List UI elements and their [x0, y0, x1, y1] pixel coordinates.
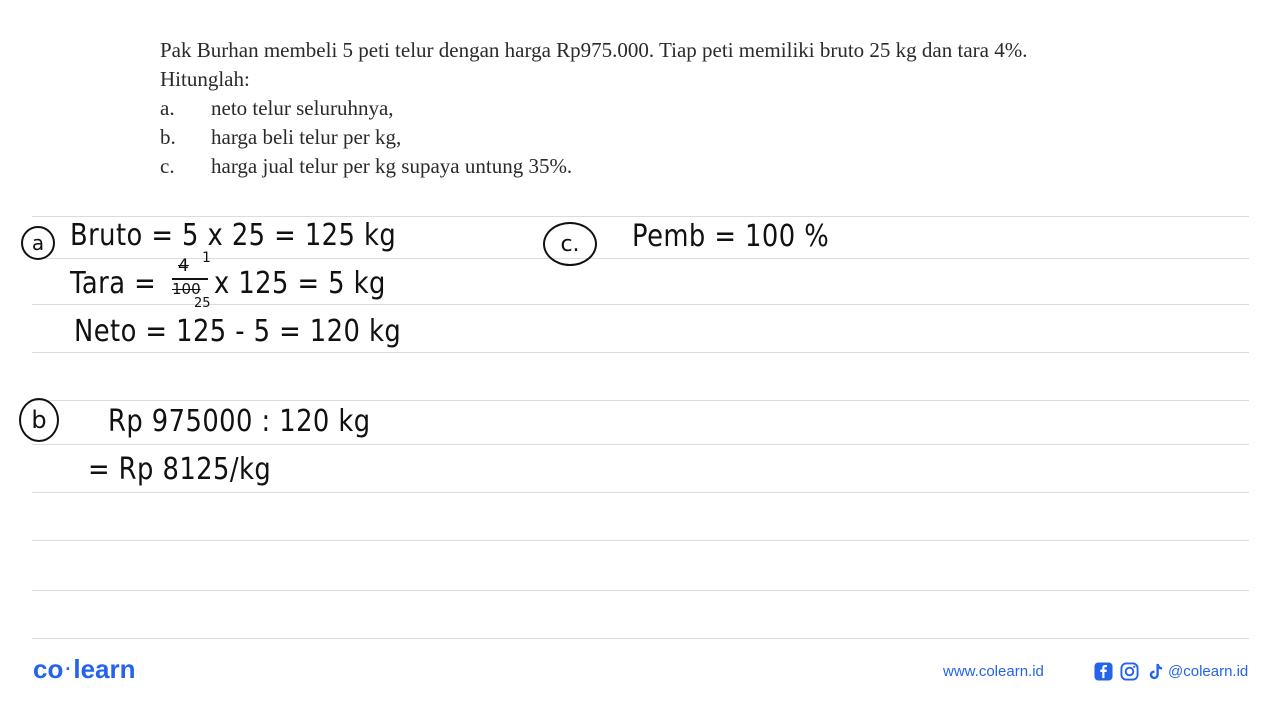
tara-fraction — [172, 250, 212, 311]
bruto-line: Bruto = 5 x 25 = 125 kg — [70, 218, 397, 253]
label-b — [19, 398, 59, 442]
problem-item-b — [160, 123, 1120, 152]
ruled-line — [32, 444, 1249, 445]
ruled-line — [32, 638, 1249, 639]
label-a-text: a — [31, 231, 45, 255]
ruled-line — [32, 400, 1249, 401]
label-b-text: b — [31, 406, 47, 434]
ruled-line — [32, 492, 1249, 493]
label-a — [21, 226, 55, 260]
problem-item-c — [160, 152, 1120, 181]
label-c-text: c. — [560, 231, 580, 257]
tara-prefix: Tara = — [70, 266, 157, 301]
ruled-line — [32, 258, 1249, 259]
tiktok-icon[interactable] — [1146, 662, 1165, 681]
ruled-line — [32, 304, 1249, 305]
ruled-line — [32, 540, 1249, 541]
tara-cancel-num: 1 — [202, 250, 211, 266]
website-link[interactable]: www.colearn.id — [943, 663, 1044, 680]
tara-rest: x 125 = 5 kg — [214, 266, 386, 301]
instagram-icon[interactable] — [1120, 662, 1139, 681]
facebook-icon[interactable] — [1094, 662, 1113, 681]
part-c-line-1: Pemb = 100 % — [632, 219, 830, 254]
tara-frac-den: 100 — [172, 280, 201, 298]
problem-intro: Pak Burhan membeli 5 peti telur dengan harga Rp975.000. Tiap peti memiliki bruto 25 kg dan tara 4%. Hitunglah: — [160, 38, 1028, 91]
colearn-logo — [33, 654, 136, 685]
item-text: harga beli telur per kg, — [211, 125, 402, 149]
brand-right: learn — [73, 654, 136, 684]
part-b-line-1: Rp 975000 : 120 kg — [108, 404, 371, 439]
ruled-line — [32, 216, 1249, 217]
label-c — [543, 222, 597, 266]
neto-line: Neto = 125 - 5 = 120 kg — [74, 314, 402, 349]
problem-item-a — [160, 94, 1120, 123]
tara-cancel-den: 25 — [194, 296, 211, 311]
brand-dot: · — [65, 659, 72, 679]
social-handle[interactable]: @colearn.id — [1168, 663, 1249, 680]
problem-statement — [160, 36, 1120, 181]
item-letter: b. — [160, 125, 176, 149]
brand-left: co — [33, 654, 64, 684]
item-text: harga jual telur per kg supaya untung 35%. — [211, 154, 573, 178]
ruled-line — [32, 590, 1249, 591]
item-text: neto telur seluruhnya, — [211, 96, 394, 120]
tara-frac-num: 4 — [178, 256, 189, 276]
item-letter: a. — [160, 96, 175, 120]
item-letter: c. — [160, 154, 175, 178]
part-b-line-2: = Rp 8125/kg — [88, 452, 272, 487]
ruled-line — [32, 352, 1249, 353]
